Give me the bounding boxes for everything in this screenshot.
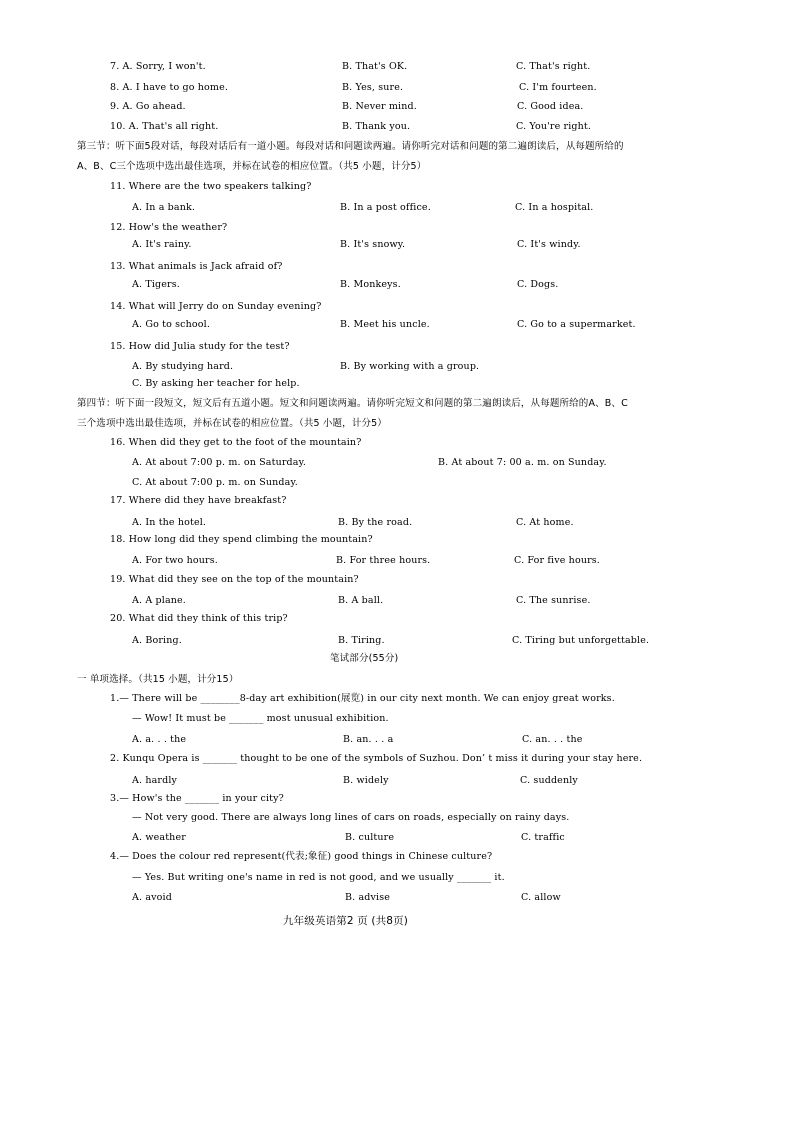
q15-question: 15. How did Julia study for the test? <box>110 341 290 352</box>
q19-option-b: B. A ball. <box>338 595 384 606</box>
q17-option-b: B. By the road. <box>338 517 413 528</box>
w2-option-a: A. hardly <box>132 775 178 786</box>
q17-question: 17. Where did they have breakfast? <box>110 495 287 506</box>
q9-option-c: C. Good idea. <box>517 101 584 112</box>
w4-question: 4.— Does the colour red represent(代表;象征) good things in Chinese culture? <box>110 851 493 862</box>
q12-option-a: A. It's rainy. <box>132 239 192 250</box>
q13-question: 13. What animals is Jack afraid of? <box>110 261 283 272</box>
w4-option-c: C. allow <box>521 892 561 903</box>
w2-question: 2. Kunqu Opera is _______ thought to be one of the symbols of Suzhou. Don’ t miss it during your stay here. <box>110 753 643 764</box>
q11-option-c: C. In a hospital. <box>515 202 594 213</box>
q11-option-a: A. In a bank. <box>132 202 196 213</box>
section4-instructions: 第四节：听下面一段短文，短文后有五道小题。短文和问题读两遍。请你听完短文和问题的第二遍朗读后，从每题所给的A、B、C <box>77 398 628 409</box>
q15-option-b: B. By working with a group. <box>340 361 480 372</box>
q13-option-a: A. Tigers. <box>132 279 180 290</box>
w4-option-b: B. advise <box>345 892 391 903</box>
q14-option-b: B. Meet his uncle. <box>340 319 430 330</box>
w1-option-b: B. an. . . a <box>343 734 394 745</box>
q18-option-a: A. For two hours. <box>132 555 218 566</box>
q15-option-a: A. By studying hard. <box>132 361 234 372</box>
w3-option-a: A. weather <box>132 832 186 843</box>
q10-option-a: 10. A. That's all right. <box>110 121 219 132</box>
q10-option-c: C. You're right. <box>516 121 592 132</box>
section3-instructions-cont: A、B、C三个选项中选出最佳选项，并标在试卷的相应位置。（共5 小题，计分5） <box>77 161 427 172</box>
q17-option-c: C. At home. <box>516 517 574 528</box>
w3-question-reply: — Not very good. There are always long lines of cars on roads, especially on rainy days. <box>132 812 570 823</box>
q18-option-c: C. For five hours. <box>514 555 600 566</box>
q11-question: 11. Where are the two speakers talking? <box>110 181 312 192</box>
q16-option-b: B. At about 7: 00 a. m. on Sunday. <box>438 457 607 468</box>
w3-option-c: C. traffic <box>521 832 565 843</box>
single-choice-section-title: 一 单项选择。（共15 小题，计分15） <box>77 674 239 685</box>
q9-option-a: 9. A. Go ahead. <box>110 101 186 112</box>
q19-question: 19. What did they see on the top of the mountain? <box>110 574 359 585</box>
q10-option-b: B. Thank you. <box>342 121 411 132</box>
q12-option-b: B. It's snowy. <box>340 239 406 250</box>
w3-question: 3.— How's the _______ in your city? <box>110 793 284 804</box>
q20-option-a: A. Boring. <box>132 635 182 646</box>
w2-option-b: B. widely <box>343 775 389 786</box>
w3-option-b: B. culture <box>345 832 395 843</box>
w1-question-reply: — Wow! It must be _______ most unusual exhibition. <box>132 713 389 724</box>
page-footer: 九年级英语第2 页 (共8页) <box>283 915 408 927</box>
q19-option-c: C. The sunrise. <box>516 595 591 606</box>
q18-question: 18. How long did they spend climbing the mountain? <box>110 534 373 545</box>
q8-option-a: 8. A. I have to go home. <box>110 82 229 93</box>
q19-option-a: A. A plane. <box>132 595 186 606</box>
q7-option-c: C. That's right. <box>516 61 591 72</box>
w1-option-a: A. a. . . the <box>132 734 187 745</box>
q8-option-c: C. I'm fourteen. <box>519 82 597 93</box>
q18-option-b: B. For three hours. <box>336 555 431 566</box>
w4-option-a: A. avoid <box>132 892 172 903</box>
q14-question: 14. What will Jerry do on Sunday evening? <box>110 301 322 312</box>
q13-option-c: C. Dogs. <box>517 279 559 290</box>
q11-option-b: B. In a post office. <box>340 202 431 213</box>
q12-question: 12. How's the weather? <box>110 222 228 233</box>
written-part-title: 笔试部分(55分) <box>330 653 399 664</box>
section3-instructions: 第三节：听下面5段对话，每段对话后有一道小题。每段对话和问题读两遍。请你听完对话和问题的第二遍朗读后，从每题所给的 <box>77 141 624 152</box>
q12-option-c: C. It's windy. <box>517 239 581 250</box>
q8-option-b: B. Yes, sure. <box>342 82 404 93</box>
q14-option-c: C. Go to a supermarket. <box>517 319 636 330</box>
q16-question: 16. When did they get to the foot of the mountain? <box>110 437 362 448</box>
q7-option-b: B. That's OK. <box>342 61 408 72</box>
w4-question-reply: — Yes. But writing one's name in red is not good, and we usually _______ it. <box>132 872 505 883</box>
q13-option-b: B. Monkeys. <box>340 279 401 290</box>
q15-option-c: C. By asking her teacher for help. <box>132 378 300 389</box>
q9-option-b: B. Never mind. <box>342 101 417 112</box>
q14-option-a: A. Go to school. <box>132 319 210 330</box>
q16-option-c: C. At about 7:00 p. m. on Sunday. <box>132 477 298 488</box>
q7-option-a: 7. A. Sorry, I won't. <box>110 61 206 72</box>
q20-question: 20. What did they think of this trip? <box>110 613 288 624</box>
w1-option-c: C. an. . . the <box>522 734 583 745</box>
w1-question: 1.— There will be ________8-day art exhibition(展览) in our city next month. We can enjoy great works. <box>110 693 615 704</box>
section4-instructions-cont: 三个选项中选出最佳选项，并标在试卷的相应位置。（共5 小题，计分5） <box>77 418 387 429</box>
w2-option-c: C. suddenly <box>520 775 578 786</box>
q20-option-c: C. Tiring but unforgettable. <box>512 635 650 646</box>
q16-option-a: A. At about 7:00 p. m. on Saturday. <box>132 457 307 468</box>
q17-option-a: A. In the hotel. <box>132 517 207 528</box>
q20-option-b: B. Tiring. <box>338 635 385 646</box>
